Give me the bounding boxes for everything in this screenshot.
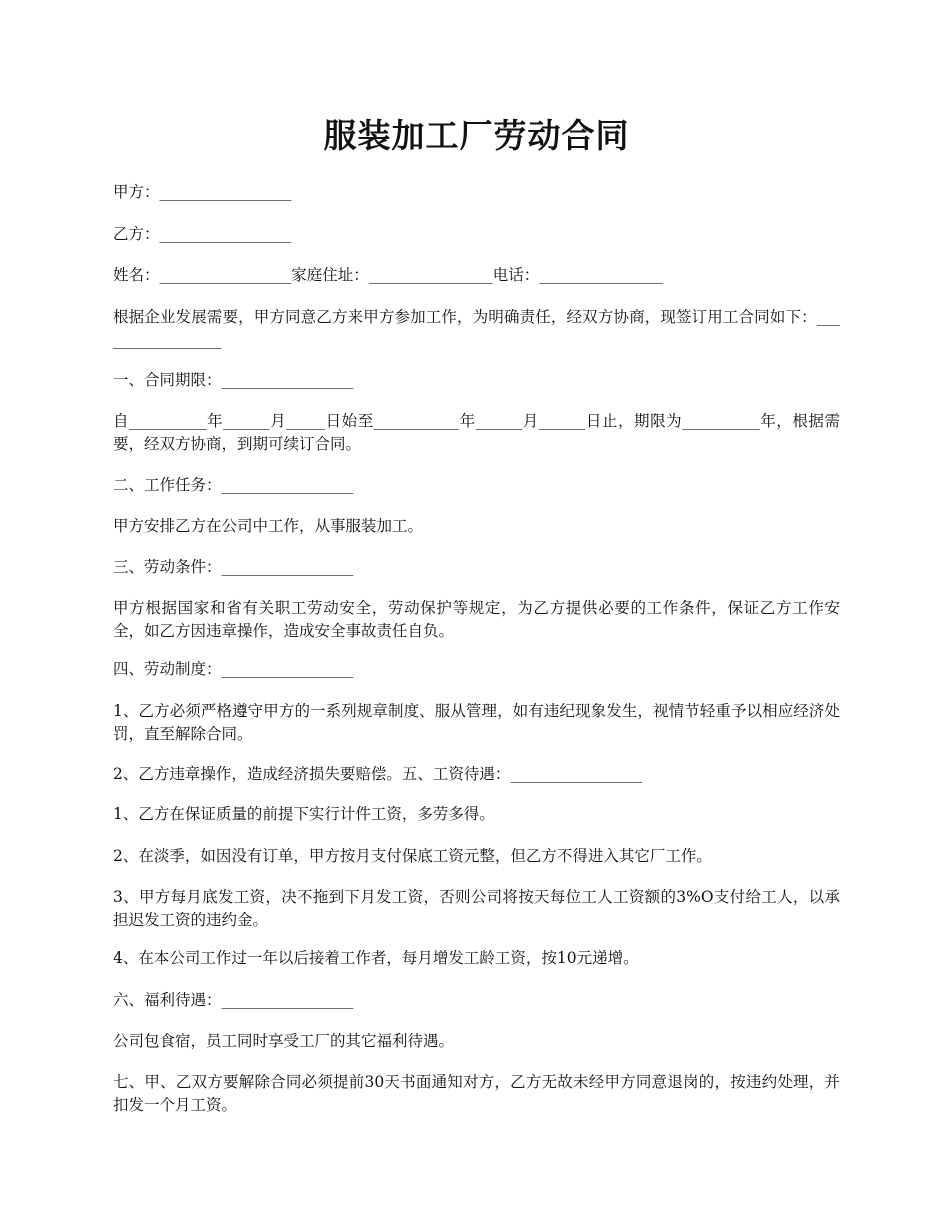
section-1-heading: 一、合同期限：_________________ (113, 371, 354, 389)
section-3-body: 甲方根据国家和省有关职工劳动安全，劳动保护等规定，为乙方提供必要的工作条件，保证乙方工作安全，如乙方因违章操作，造成安全事故责任自负。 (113, 599, 840, 640)
section-2-heading: 二、工作任务：_________________ (113, 476, 354, 494)
section-4-clause-1: 1、乙方必须严格遵守甲方的一系列规章制度、服从管理，如有违纪现象发生，视情节轻重予以相应经济处罚，直至解除合同。 (113, 702, 840, 743)
section-6-heading: 六、福利待遇：_________________ (113, 991, 354, 1009)
section-5-clause-2: 2、在淡季，如因没有订单，甲方按月支付保底工资元整，但乙方不得进入其它厂工作。 (113, 847, 712, 865)
party-a-field: 甲方：_________________ (113, 183, 292, 201)
section-1-body: 自__________年______月_____日始至___________年______月______日止，期限为__________年，根据需要，经双方协商，到期可续订合同。 (113, 412, 840, 453)
section-3-heading: 三、劳动条件：_________________ (113, 558, 354, 576)
section-6-body: 公司包食宿，员工同时享受工厂的其它福利待遇。 (113, 1032, 455, 1050)
document-title: 服装加工厂劳动合同 (323, 116, 630, 155)
section-4-heading: 四、劳动制度：_________________ (113, 660, 354, 678)
party-b-field: 乙方：_________________ (113, 225, 292, 243)
section-4-clause-2: 2、乙方违章操作，造成经济损失要赔偿。五、工资待遇：_________________ (113, 765, 643, 783)
section-5-clause-1: 1、乙方在保证质量的前提下实行计件工资，多劳多得。 (113, 805, 495, 823)
section-5-clause-3: 3、甲方每月底发工资，决不拖到下月发工资，否则公司将按天每位工人工资额的3%O支付给工人，以承担迟发工资的违约金。 (113, 888, 840, 929)
section-2-body: 甲方安排乙方在公司中工作，从事服装加工。 (113, 517, 424, 535)
personal-info-fields: 姓名：_________________家庭住址：________________电话：________________ (113, 266, 664, 284)
intro-paragraph: 根据企业发展需要，甲方同意乙方来甲方参加工作，为明确责任，经双方协商，现签订用工合同如下：_________________ (113, 308, 840, 349)
section-7-body: 七、甲、乙双方要解除合同必须提前30天书面通知对方，乙方无故未经甲方同意退岗的，按违约处理，并扣发一个月工资。 (113, 1073, 840, 1114)
section-5-clause-4: 4、在本公司工作过一年以后接着工作者，每月增发工龄工资，按10元递增。 (113, 949, 639, 967)
